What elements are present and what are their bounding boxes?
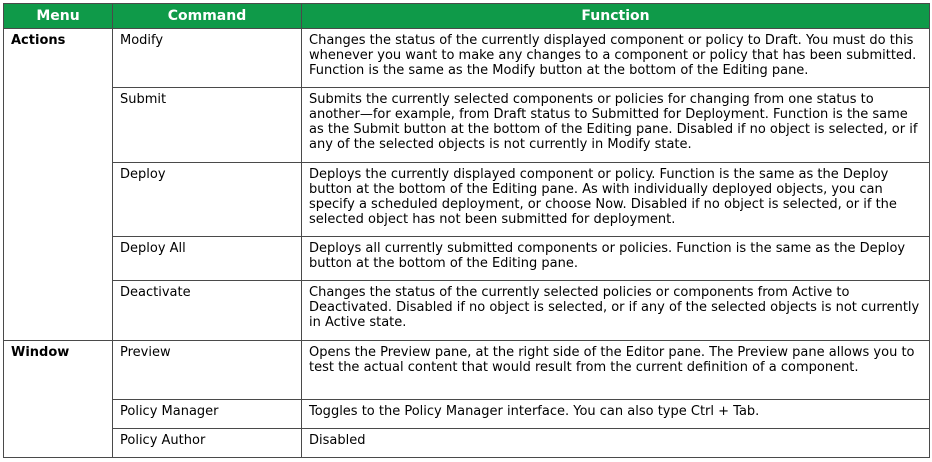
- function-cell: Changes the status of the currently displayed component or policy to Draft. You must do this whenever you want to make any changes to a component or policy that has been submitted. Function is the same as the Modify button at the bottom of the Editing pane.: [302, 29, 930, 88]
- table-row: [4, 341, 930, 400]
- command-cell: Policy Manager: [113, 400, 302, 429]
- command-cell: Modify: [113, 29, 302, 88]
- command-cell: Deploy All: [113, 237, 302, 281]
- header-menu: Menu: [4, 4, 113, 29]
- header-function: Function: [302, 4, 930, 29]
- table-row: [4, 88, 930, 163]
- function-cell: Disabled: [302, 429, 930, 458]
- table-row: [4, 237, 930, 281]
- command-cell: Deactivate: [113, 281, 302, 341]
- menu-cell-window: Window: [4, 341, 113, 458]
- function-cell: Changes the status of the currently selected policies or components from Active to Deactivated. Disabled if no object is selected, or if any of the selected objects is not currently in Active state.: [302, 281, 930, 341]
- function-cell: Opens the Preview pane, at the right side of the Editor pane. The Preview pane allows you to test the actual content that would result from the current definition of a component.: [302, 341, 930, 400]
- function-cell: Deploys the currently displayed component or policy. Function is the same as the Deploy button at the bottom of the Editing pane. As with individually deployed objects, you can specify a scheduled deployment, or choose Now. Disabled if no object is selected, or if the selected object has not been submitted for deployment.: [302, 163, 930, 237]
- command-cell: Submit: [113, 88, 302, 163]
- header-row: [4, 4, 930, 29]
- function-cell: Deploys all currently submitted components or policies. Function is the same as the Deploy button at the bottom of the Editing pane.: [302, 237, 930, 281]
- menu-command-table: [3, 3, 930, 458]
- function-cell: Submits the currently selected components or policies for changing from one status to another—for example, from Draft status to Submitted for Deployment. Function is the same as the Submit button at the bottom of the Editing pane. Disabled if no object is selected, or if any of the selected objects is not currently in Modify state.: [302, 88, 930, 163]
- menu-cell-actions: Actions: [4, 29, 113, 341]
- command-cell: Preview: [113, 341, 302, 400]
- function-cell: Toggles to the Policy Manager interface. You can also type Ctrl + Tab.: [302, 400, 930, 429]
- table-row: [4, 429, 930, 458]
- command-cell: Policy Author: [113, 429, 302, 458]
- table-row: [4, 163, 930, 237]
- table-row: [4, 29, 930, 88]
- table-row: [4, 281, 930, 341]
- command-cell: Deploy: [113, 163, 302, 237]
- header-command: Command: [113, 4, 302, 29]
- table-row: [4, 400, 930, 429]
